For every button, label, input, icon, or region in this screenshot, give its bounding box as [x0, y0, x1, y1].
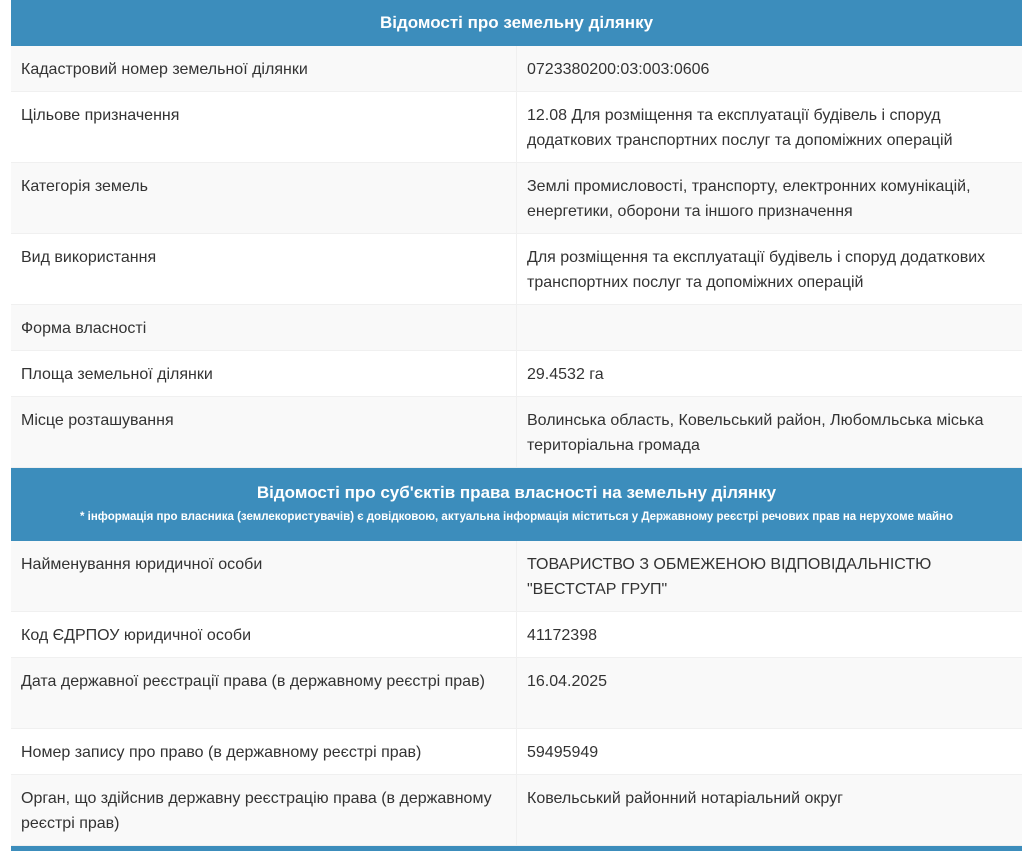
- owner-info-title: Відомості про суб'єктів права власності на земельну ділянку: [256, 483, 777, 502]
- row-label: Вид використання: [11, 234, 517, 304]
- table-row: [11, 234, 1022, 305]
- land-info-table: [11, 0, 1022, 851]
- table-row: [11, 541, 1022, 612]
- row-value: Волинська область, Ковельський район, Любомльська міська територіальна громада: [527, 412, 984, 454]
- row-value: 41172398: [527, 627, 597, 644]
- row-value: [517, 305, 1022, 350]
- table-row: [11, 46, 1022, 92]
- row-value: ТОВАРИСТВО З ОБМЕЖЕНОЮ ВІДПОВІДАЛЬНІСТЮ "ВЕСТСТАР ГРУП": [527, 556, 932, 598]
- table-row: [11, 729, 1022, 775]
- land-info-header: Відомості про земельну ділянку: [11, 0, 1022, 46]
- row-value: 12.08 Для розміщення та експлуатації будівель і споруд додаткових транспортних послуг та допоміжних операцій: [527, 107, 953, 149]
- row-value: Для розміщення та експлуатації будівель і споруд додаткових транспортних послуг та допоміжних операцій: [527, 249, 986, 291]
- table-row: [11, 658, 1022, 729]
- row-label: Категорія земель: [11, 163, 517, 233]
- row-label: Дата державної реєстрації права (в державному реєстрі прав): [11, 658, 517, 728]
- row-label: Найменування юридичної особи: [11, 541, 517, 611]
- table-row: [11, 612, 1022, 658]
- row-label: Місце розташування: [11, 397, 517, 467]
- row-label: Кадастровий номер земельної ділянки: [11, 46, 517, 91]
- table-row: [11, 92, 1022, 163]
- row-label: Площа земельної ділянки: [11, 351, 517, 396]
- table-row: [11, 163, 1022, 234]
- table-row: [11, 775, 1022, 846]
- table-bottom-border: [11, 846, 1022, 851]
- row-value: 16.04.2025: [527, 673, 608, 690]
- row-value: Землі промисловості, транспорту, електронних комунікацій, енергетики, оборони та іншого призначення: [527, 178, 971, 220]
- table-row: [11, 397, 1022, 468]
- row-label: Код ЄДРПОУ юридичної особи: [11, 612, 517, 657]
- owner-info-header: [11, 468, 1022, 541]
- row-value: Ковельський районний нотаріальний округ: [527, 790, 843, 807]
- row-label: Номер запису про право (в державному реєстрі прав): [11, 729, 517, 774]
- row-value: 59495949: [527, 744, 599, 761]
- row-value: 0723380200:03:003:0606: [527, 61, 710, 78]
- table-row: [11, 351, 1022, 397]
- table-row: [11, 305, 1022, 351]
- row-label: Цільове призначення: [11, 92, 517, 162]
- row-value: 29.4532 га: [527, 366, 604, 383]
- row-label: Форма власності: [11, 305, 517, 350]
- owner-info-note: * інформація про власника (землекористувачів) є довідковою, актуальна інформація міститься у Державному реєстрі речових прав на нерухоме майно: [79, 511, 954, 523]
- row-label: Орган, що здійснив державну реєстрацію права (в державному реєстрі прав): [11, 775, 517, 845]
